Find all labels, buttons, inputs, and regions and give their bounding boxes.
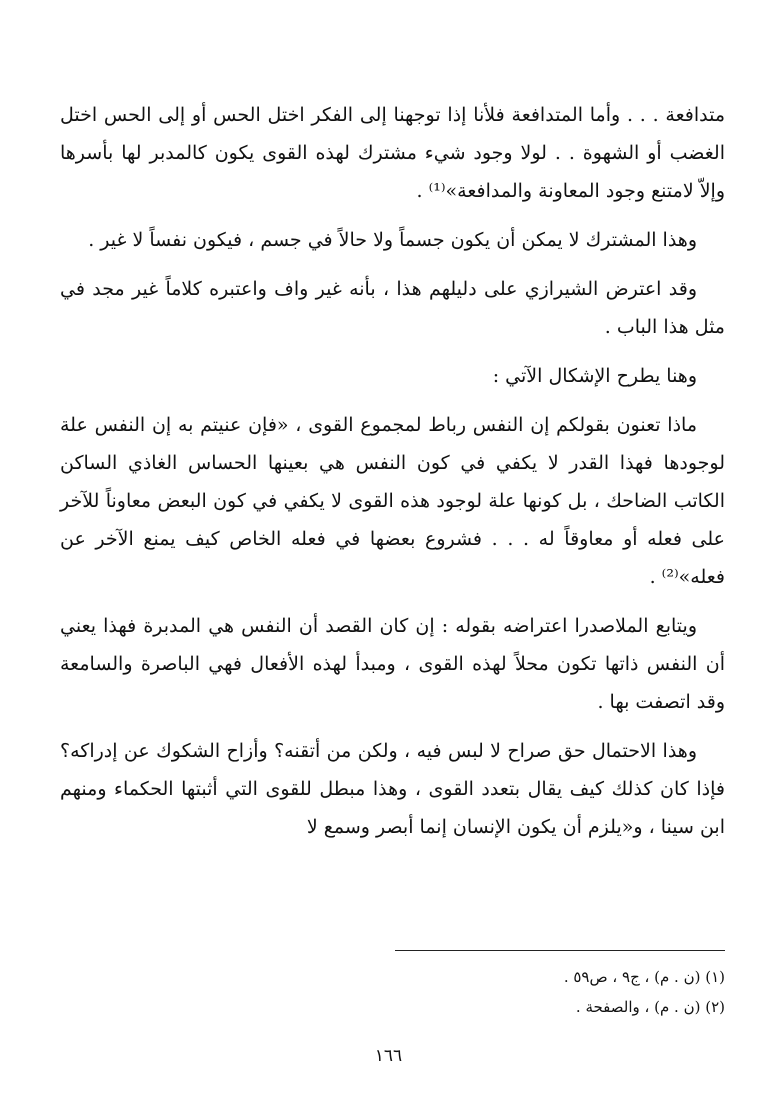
footnote: (١) (ن . م) ، ج٩ ، ص٥٩ . [563,968,725,986]
paragraph: وقد اعترض الشيرازي على دليلهم هذا ، بأنه غير واف واعتبره كلاماً غير مجد في مثل هذا الباب . [60,278,725,338]
footnotes [325,962,725,1022]
page-number: ١٦٦ [374,1046,403,1066]
footnote: (٢) (ن . م) ، والصفحة . [575,998,725,1016]
page-body [60,96,725,857]
paragraph: وهنا يطرح الإشكال الآتي : [492,365,697,387]
paragraph: وهذا الاحتمال حق صراح لا لبس فيه ، ولكن من أتقنه؟ وأزاح الشكوك عن إدراكه؟ فإذا كان كذلك كيف يقال بتعدد القوى ، وهذا مبطل للقوى التي أثبتها الحكماء ومنهم ابن سينا ، و«يلزم أن يكون الإنسان إنما أبصر وسمع لا [60,740,725,838]
paragraph: متدافعة . . . وأما المتدافعة فلأنا إذا توجهنا إلى الفكر اختل الحس أو إلى الحس اختل الغضب أو الشهوة . . لولا وجود شيء مشترك لهذه القوى يكون كالمدبر لها بأسرها وإلاّ لامتنع وجود المعاونة والمدافعة»⁽¹⁾ . [60,104,725,202]
paragraph: وهذا المشترك لا يمكن أن يكون جسماً ولا حالاً في جسم ، فيكون نفساً لا غير . [88,229,697,251]
paragraph: ماذا تعنون بقولكم إن النفس رباط لمجموع القوى ، «فإن عنيتم به إن النفس علة لوجودها فهذا القدر لا يكفي في كون النفس هي بعينها الحساس الغاذي الساكن الكاتب الضاحك ، بل كونها علة لوجود هذه القوى لا يكفي في كون البعض معاوناً للآخر على فعله أو معاوقاً له . . . فشروع بعضها في فعله الخاص كيف يمنع الآخر عن فعله»⁽²⁾ . [60,414,725,588]
footnote-divider [395,950,725,951]
paragraph: ويتابع الملاصدرا اعتراضه بقوله : إن كان القصد أن النفس هي المدبرة فهذا يعني أن النفس ذاتها تكون محلاً لهذه القوى ، ومبدأ لهذه الأفعال فهي الباصرة والسامعة وقد اتصفت بها . [60,615,725,713]
